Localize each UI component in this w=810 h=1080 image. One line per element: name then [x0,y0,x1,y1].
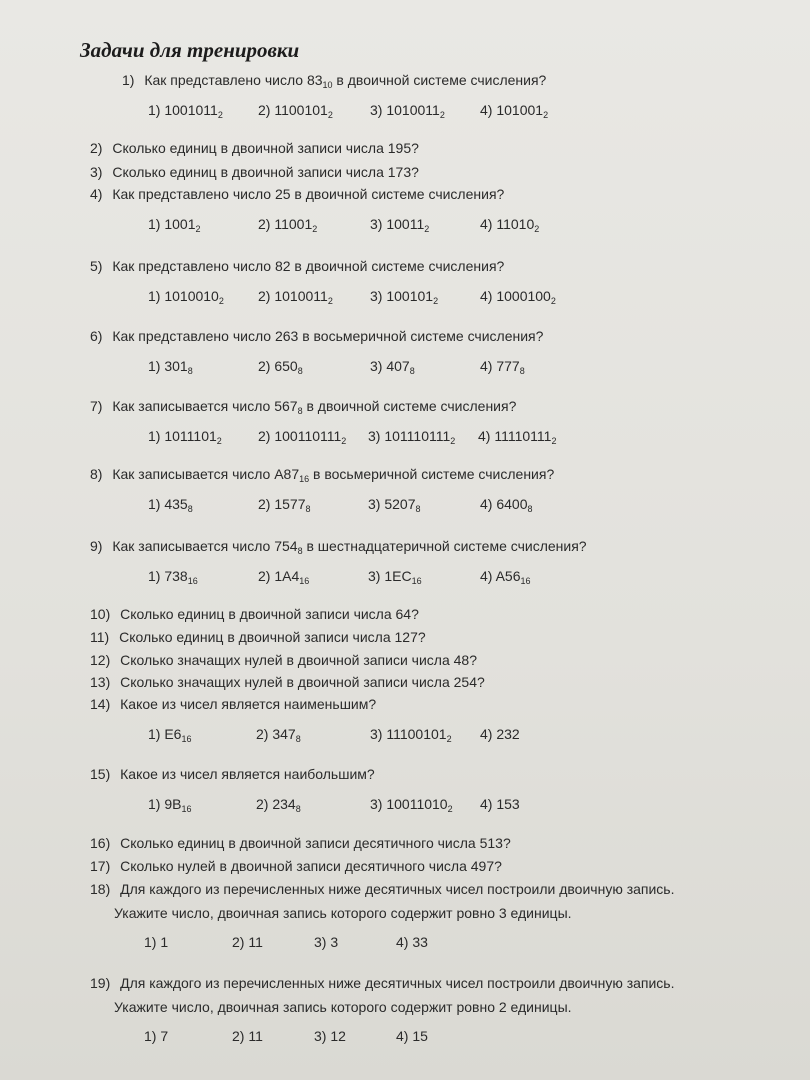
question-number: 5) [90,258,107,274]
answer-option-value: 1) 1 [144,934,169,950]
answer-option-value: 1) 1010010 [148,288,219,304]
question-3 [90,164,419,180]
question-number: 14) [90,696,115,712]
answer-option-value: 3) 101110111 [368,428,451,444]
question-4 [90,186,504,202]
answer-option [370,358,415,374]
question-text: Сколько единиц в двоичной записи десятичного числа 513? [120,835,511,851]
answer-option-value: 3) 3 [314,934,339,950]
question-11 [90,629,426,645]
answer-option [144,1028,168,1044]
number-base: 8 [305,504,311,514]
answer-option [480,796,520,812]
number-base: 8 [187,504,193,514]
answer-option [258,568,309,584]
question-number: 8) [90,466,107,482]
number-base: 2 [195,224,201,234]
question-number: 7) [90,398,107,414]
question-text: Как представлено число 263 в восьмеричной системе счисления? [112,328,544,344]
answer-option-value: 1) 1001011 [148,102,218,118]
answer-option-value: 3) 12 [314,1028,346,1044]
answer-option [258,216,317,232]
number-base: 2 [439,110,445,120]
number-base: 2 [312,224,318,234]
answer-option [258,102,333,118]
answer-option-value: 2) 11001 [258,216,313,232]
question-text-tail: в шестнадцатеричной системе счисления? [302,538,587,554]
question-number: 11) [90,629,114,645]
answer-option-value: 3) 10011010 [370,796,448,812]
answer-option-value: 4) 11110111 [478,428,552,444]
answer-option-value: 4) 153 [480,796,520,812]
answer-option-value: 2) 1010011 [258,288,328,304]
number-base: 16 [187,576,198,586]
answer-option [258,496,311,512]
answer-option [368,428,455,444]
answer-option-value: 1) 7 [144,1028,169,1044]
number-base: 8 [297,406,303,416]
answer-option [480,568,531,584]
answer-option [148,288,224,304]
question-text: Укажите число, двоичная запись которого содержит ровно 2 единицы. [114,999,572,1015]
number-base: 16 [411,576,422,586]
question-number: 2) [90,140,107,156]
answer-option [368,496,421,512]
answer-option [480,496,533,512]
answer-option [480,358,525,374]
answer-option [232,1028,263,1044]
question-text-tail: в восьмеричной системе счисления? [309,466,555,482]
number-base: 16 [181,734,192,744]
question-number: 3) [90,164,107,180]
number-base: 2 [327,110,333,120]
number-base: 2 [543,110,549,120]
answer-option-value: 1) 738 [148,568,188,584]
answer-option-value: 2) 234 [256,796,296,812]
answer-option [370,102,445,118]
number-base: 8 [297,546,303,556]
question-number: 1) [122,72,139,88]
question-text: Как записывается число 567 [112,398,298,414]
question-text: Для каждого из перечисленных ниже десятичных чисел построили двоичную запись. [120,975,675,991]
answer-option-value: 4) 33 [396,934,428,950]
answer-option [232,934,263,950]
number-base: 8 [415,504,421,514]
question-number: 12) [90,652,115,668]
answer-option-value: 4) 11010 [480,216,535,232]
question-text: Сколько значащих нулей в двоичной записи числа 48? [120,652,477,668]
question-text: Сколько единиц в двоичной записи числа 127? [119,629,426,645]
question-6 [90,328,543,344]
question-number: 16) [90,835,115,851]
question-5 [90,258,504,274]
answer-option [370,726,452,742]
answer-option [148,796,191,812]
question-number: 19) [90,975,115,991]
answer-option-value: 2) 347 [256,726,296,742]
number-base: 2 [218,296,224,306]
answer-option-value: 4) 232 [480,726,520,742]
answer-option-value: 4) 777 [480,358,520,374]
answer-option-value: 4) 15 [396,1028,428,1044]
answer-option [478,428,556,444]
answer-option-value: 2) 100110111 [258,428,342,444]
answer-option-value: 3) 407 [370,358,410,374]
answer-option-value: 2) 1100101 [258,102,328,118]
answer-option [396,934,428,950]
question-8 [90,466,554,482]
question-12 [90,652,477,668]
answer-option-value: 4) 6400 [480,496,528,512]
question-text: Сколько значащих нулей в двоичной записи числа 254? [120,674,485,690]
question-text-tail: в двоичной системе счисления? [302,398,517,414]
number-base: 10 [322,80,333,90]
answer-option [480,288,556,304]
number-base: 16 [299,474,310,484]
answer-option-value: 4) A56 [480,568,521,584]
answer-option [314,1028,346,1044]
answer-option [370,796,453,812]
number-base: 8 [519,366,525,376]
answer-option-value: 4) 101001 [480,102,544,118]
number-base: 2 [447,804,453,814]
number-base: 2 [433,296,439,306]
answer-option [148,102,223,118]
answer-option [148,358,193,374]
answer-option [148,726,191,742]
question-15 [90,766,375,782]
question-1 [122,72,546,88]
question-14 [90,696,376,712]
answer-option-value: 1) 1011101 [148,428,217,444]
answer-option [370,288,438,304]
question-text: Как представлено число 83 [144,72,323,88]
question-18 [90,881,675,897]
question-text: Для каждого из перечисленных ниже десятичных чисел построили двоичную запись. [120,881,675,897]
answer-option [480,726,520,742]
number-base: 2 [551,436,557,446]
answer-option [148,216,201,232]
answer-option [370,216,429,232]
number-base: 2 [534,224,540,234]
number-base: 8 [409,366,415,376]
question-text: Какое из чисел является наименьшим? [120,696,377,712]
answer-option-value: 3) 1010011 [370,102,440,118]
number-base: 2 [217,110,223,120]
answer-option [368,568,422,584]
question-text: Сколько нулей в двоичной записи десятичного числа 497? [120,858,502,874]
answer-option [396,1028,428,1044]
number-base: 2 [216,436,222,446]
answer-option [256,726,301,742]
answer-option [480,102,548,118]
answer-option [148,496,193,512]
question-text: Как представлено число 82 в двоичной системе счисления? [112,258,505,274]
question-16 [90,835,511,851]
answer-option-value: 3) 10011 [370,216,425,232]
answer-option [258,288,333,304]
answer-option-value: 2) 1577 [258,496,306,512]
answer-option-value: 3) 1EC [368,568,412,584]
answer-option-value: 2) 11 [232,1028,263,1044]
answer-option-value: 2) 1A4 [258,568,300,584]
answer-option-value: 3) 11100101 [370,726,447,742]
question-number: 4) [90,186,107,202]
question-text-tail: в двоичной системе счисления? [332,72,547,88]
answer-option [148,428,222,444]
question-9 [90,538,587,554]
question-text: Как записывается число A87 [112,466,300,482]
number-base: 2 [550,296,556,306]
number-base: 16 [181,804,192,814]
question-number: 15) [90,766,115,782]
question-21 [114,999,572,1015]
number-base: 8 [295,804,301,814]
answer-option-value: 2) 11 [232,934,263,950]
question-text: Сколько единиц в двоичной записи числа 173? [112,164,419,180]
question-number: 10) [90,606,115,622]
answer-option [144,934,168,950]
question-number: 9) [90,538,107,554]
question-number: 13) [90,674,115,690]
answer-option-value: 1) 301 [148,358,188,374]
answer-option [148,568,198,584]
question-7 [90,398,516,414]
question-text: Сколько единиц в двоичной записи числа 195? [112,140,419,156]
answer-option [480,216,539,232]
answer-option-value: 1) 435 [148,496,188,512]
question-2 [90,140,419,156]
question-text: Укажите число, двоичная запись которого содержит ровно 3 единицы. [114,905,572,921]
question-10 [90,606,419,622]
number-base: 2 [341,436,347,446]
question-13 [90,674,485,690]
number-base: 16 [520,576,531,586]
answer-option-value: 1) 9B [148,796,182,812]
question-number: 6) [90,328,107,344]
question-19 [114,905,572,921]
question-20 [90,975,675,991]
answer-option [258,428,346,444]
number-base: 2 [446,734,452,744]
question-text: Как представлено число 25 в двоичной системе счисления? [112,186,505,202]
question-17 [90,858,502,874]
question-text: Сколько единиц в двоичной записи числа 64? [120,606,419,622]
answer-option-value: 1) 1001 [148,216,196,232]
question-number: 18) [90,881,115,897]
number-base: 2 [450,436,456,446]
number-base: 8 [527,504,533,514]
answer-option [256,796,301,812]
answer-option-value: 2) 650 [258,358,298,374]
answer-option-value: 3) 5207 [368,496,416,512]
answer-option-value: 1) E6 [148,726,182,742]
answer-option-value: 4) 1000100 [480,288,551,304]
page-title: Задачи для тренировки [80,38,300,62]
number-base: 8 [295,734,301,744]
question-number: 17) [90,858,115,874]
number-base: 2 [327,296,333,306]
question-text: Какое из чисел является наибольшим? [120,766,375,782]
number-base: 2 [424,224,430,234]
number-base: 8 [297,366,303,376]
number-base: 16 [299,576,310,586]
number-base: 8 [187,366,193,376]
question-text: Как записывается число 754 [112,538,298,554]
answer-option-value: 3) 100101 [370,288,434,304]
answer-option [314,934,338,950]
answer-option [258,358,303,374]
